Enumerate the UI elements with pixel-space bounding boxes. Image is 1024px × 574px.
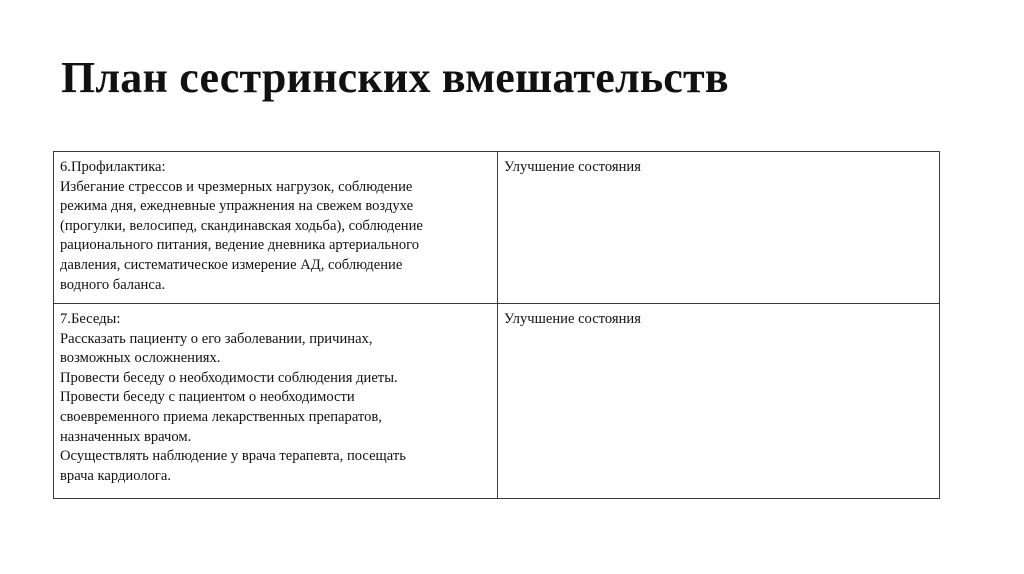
intervention-heading: 7.Беседы: — [60, 311, 121, 327]
intervention-heading: 6.Профилактика: — [60, 159, 166, 175]
outcome-text: Улучшение состояния — [504, 311, 641, 327]
intervention-text-line: рационального питания, ведение дневника артериального — [60, 237, 420, 254]
intervention-text-line: Избегание стрессов и чрезмерных нагрузок, соблюдение — [60, 178, 413, 195]
table-row — [54, 304, 940, 499]
intervention-text-line: Провести беседу с пациентом о необходимости — [60, 389, 355, 406]
nursing-plan-table — [53, 151, 940, 499]
outcome-cell — [498, 304, 940, 499]
outcome-cell — [498, 152, 940, 304]
intervention-text-line: назначенных врачом. — [60, 428, 192, 445]
intervention-text-line: давления, систематическое измерение АД, соблюдение — [60, 256, 403, 273]
outcome-text: Улучшение состояния — [504, 159, 641, 175]
intervention-cell — [54, 152, 498, 304]
intervention-text-line: режима дня, ежедневные упражнения на свежем воздухе — [60, 198, 414, 215]
intervention-text-line: Осуществлять наблюдение у врача терапевта, посещать — [60, 448, 406, 465]
intervention-text-line: Провести беседу о необходимости соблюдения диеты. — [60, 369, 398, 386]
intervention-cell — [54, 304, 498, 499]
slide-title: План сестринских вмешательств — [61, 53, 729, 102]
intervention-text-line: (прогулки, велосипед, скандинавская ходьба), соблюдение — [60, 217, 423, 234]
table-row — [54, 152, 940, 304]
intervention-text-line: врача кардиолога. — [60, 467, 172, 484]
intervention-text-line: Рассказать пациенту о его заболевании, причинах, — [60, 330, 373, 347]
intervention-text-line: водного баланса. — [60, 276, 166, 293]
intervention-text-line: возможных осложнениях. — [60, 350, 221, 367]
intervention-text-line: своевременного приема лекарственных препаратов, — [60, 408, 382, 425]
